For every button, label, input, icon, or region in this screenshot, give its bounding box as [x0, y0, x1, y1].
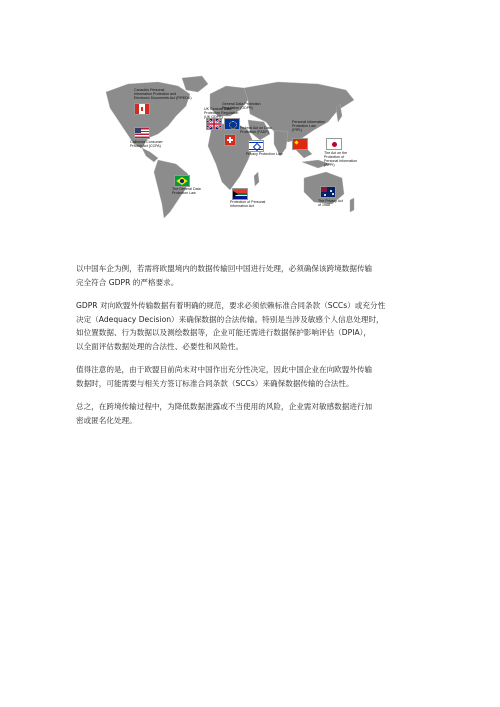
paragraph-adequacy-note: 值得注意的是，由于欧盟目前尚未对中国作出充分性决定，因此中国企业在向欧盟外传输 数据时，可能需要与相关方签订标准合同条款（SCCs）来确保数据传输的合法性。	[76, 365, 373, 388]
uk-law-label: UK General Data Protection Regulation (UK GDPR)	[204, 107, 239, 119]
switzerland-law-label: Federal Act on Data Protection (FADP)	[240, 126, 272, 134]
south-africa-law-label: Protection of Personal Information Act	[230, 200, 266, 208]
brazil-law-label: The General Data Protection Law	[172, 187, 201, 195]
brazil-flag-icon	[174, 175, 190, 187]
china-flag-icon	[292, 138, 308, 150]
usa-flag-icon	[134, 127, 150, 139]
israel-flag-icon	[248, 140, 264, 152]
paragraph-intro: 以中国车企为例，若需将欧盟境内的数据传输回中国进行处理，必须确保该跨境数据传输 完全符合 GDPR 的严格要求。	[76, 264, 373, 287]
australia-flag-icon	[320, 186, 336, 198]
japan-flag-icon	[326, 138, 342, 150]
canada-flag-icon	[134, 103, 150, 115]
paragraph-conclusion: 总之，在跨境传输过程中，为降低数据泄露或不当使用的风险，企业需对敏感数据进行加 密或匿名化处理。	[76, 402, 373, 425]
paragraph-gdpr-transfer-rules: GDPR 对向欧盟外传输数据有着明确的规范，要求必须依赖标准合同条款（SCCs）或充分性 决定（Adequacy Decision）来确保数据的合法传输。特别是当涉及敏感个人信息处理时， 如位置数据、行为数据以及测绘数据等，企业可能还需进行数据保护影响评估（DPIA）， 以全面评估数据处理的合法性、必要性和风险性。	[76, 301, 386, 351]
eu-flag-icon	[224, 118, 240, 130]
japan-law-label: The Act on the Protection of Personal Information (APPI)	[324, 151, 358, 167]
world-privacy-laws-map	[98, 72, 360, 222]
canada-law-label: Canada's Personal Information Protection and Electronic Documents Act (PIPEDA)	[134, 88, 192, 100]
switzerland-flag-icon	[224, 134, 236, 146]
australia-law-label: The Privacy Act of 1988	[318, 199, 343, 207]
israel-law-label: Privacy Protection Law	[246, 152, 283, 156]
china-law-label: Personal Information Protection Law (PIPL)	[292, 120, 326, 132]
south-africa-flag-icon	[232, 188, 248, 200]
eu-law-label: General Data Protection Regulation (GDPR)	[222, 102, 261, 110]
uk-flag-icon	[206, 118, 222, 130]
usa-law-label: California Consumer Privacy Act (CCPA)	[130, 140, 163, 148]
